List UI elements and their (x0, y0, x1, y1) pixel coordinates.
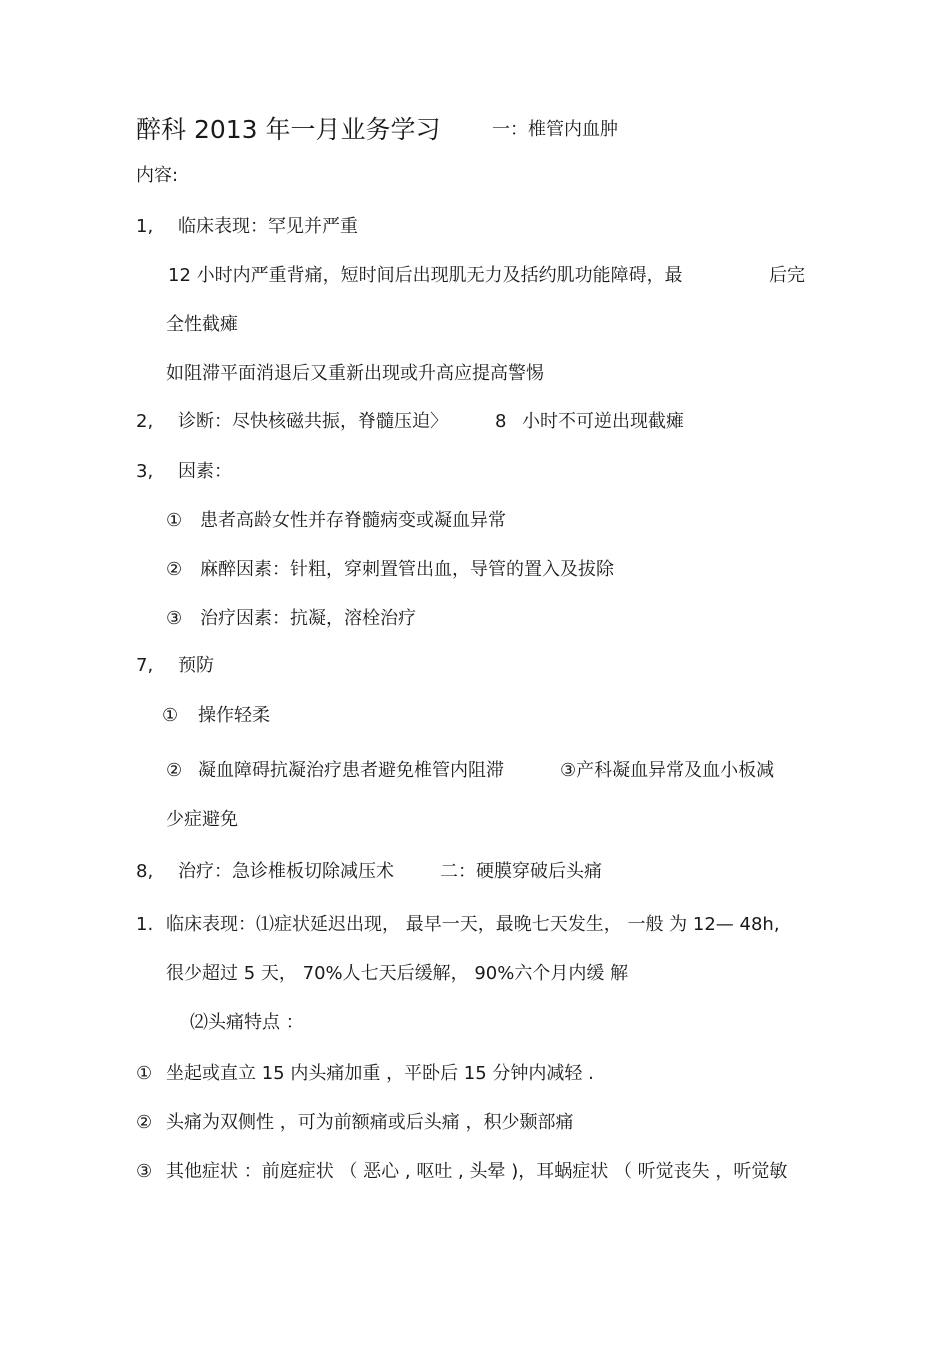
list-item: 坐起或直立 15 内头痛加重 ，平卧后 15 分钟内减轻 . (166, 1063, 594, 1084)
list-marker: ① (162, 705, 179, 726)
list-item: 患者高龄女性并存脊髓病变或凝血异常 (200, 510, 506, 531)
list-marker: ③ (136, 1161, 153, 1182)
list-marker: ② (136, 1112, 153, 1133)
item-text: 预防 (178, 655, 214, 676)
list-item: ③产科凝血异常及血小板减 (560, 760, 775, 781)
paragraph-line: 少症避免 (166, 809, 238, 830)
item-text: 8 (495, 411, 507, 432)
list-item: 操作轻柔 (198, 705, 270, 726)
section-one-heading: 一：椎管内血肿 (492, 119, 618, 140)
paragraph-line: 如阻滞平面消退后又重新出现或升高应提高警惕 (166, 363, 544, 384)
item-text: 诊断：尽快核磁共振，脊髓压迫〉 (178, 411, 448, 432)
content-label: 内容: (136, 165, 179, 186)
item-text: 小时不可逆出现截瘫 (522, 411, 684, 432)
item-number: 8, (136, 861, 154, 882)
paragraph-line: 很少超过 5 天， 70%人七天后缓解， 90%六个月内缓 解 (166, 963, 629, 984)
doc-title: 醉科 2013 年一月业务学习 (136, 115, 441, 144)
item-text: 因素： (178, 461, 232, 482)
list-marker: ② (166, 559, 183, 580)
list-item: 麻醉因素：针粗，穿刺置管出血，导管的置入及拔除 (200, 559, 614, 580)
item-number: 1, (136, 216, 154, 237)
list-marker: ③ (166, 608, 183, 629)
paragraph-line: ⑵头痛特点 ： (190, 1012, 304, 1033)
item-text: 临床表现：罕见并严重 (178, 216, 358, 237)
item-text: 治疗：急诊椎板切除减压术 (178, 861, 394, 882)
paragraph-line: 后完 (769, 265, 805, 286)
list-item: 治疗因素：抗凝，溶栓治疗 (200, 608, 416, 629)
section-two-heading: 二：硬膜穿破后头痛 (440, 861, 602, 882)
list-marker: ② (166, 760, 183, 781)
list-item: 头痛为双侧性 ，可为前额痛或后头痛 ，积少颞部痛 (166, 1112, 574, 1133)
paragraph-line: 全性截瘫 (166, 314, 238, 335)
list-marker: ① (136, 1063, 153, 1084)
paragraph-line: 临床表现：⑴症状延迟出现， 最早一天，最晚七天发生， 一般 为 12— 48h, (166, 914, 780, 935)
item-number: 7, (136, 655, 154, 676)
item-number: 3, (136, 461, 154, 482)
item-number: 1. (136, 914, 154, 935)
list-marker: ① (166, 510, 183, 531)
item-number: 2, (136, 411, 154, 432)
list-item: 凝血障碍抗凝治疗患者避免椎管内阻滞 (198, 760, 504, 781)
paragraph-line: 12 小时内严重背痛，短时间后出现肌无力及括约肌功能障碍，最 (168, 265, 683, 286)
list-item: 其他症状 ：前庭症状 （ 恶心 , 呕吐 , 头晕 )，耳蜗症状 （ 听觉丧失 ，听觉敏 (166, 1161, 788, 1182)
